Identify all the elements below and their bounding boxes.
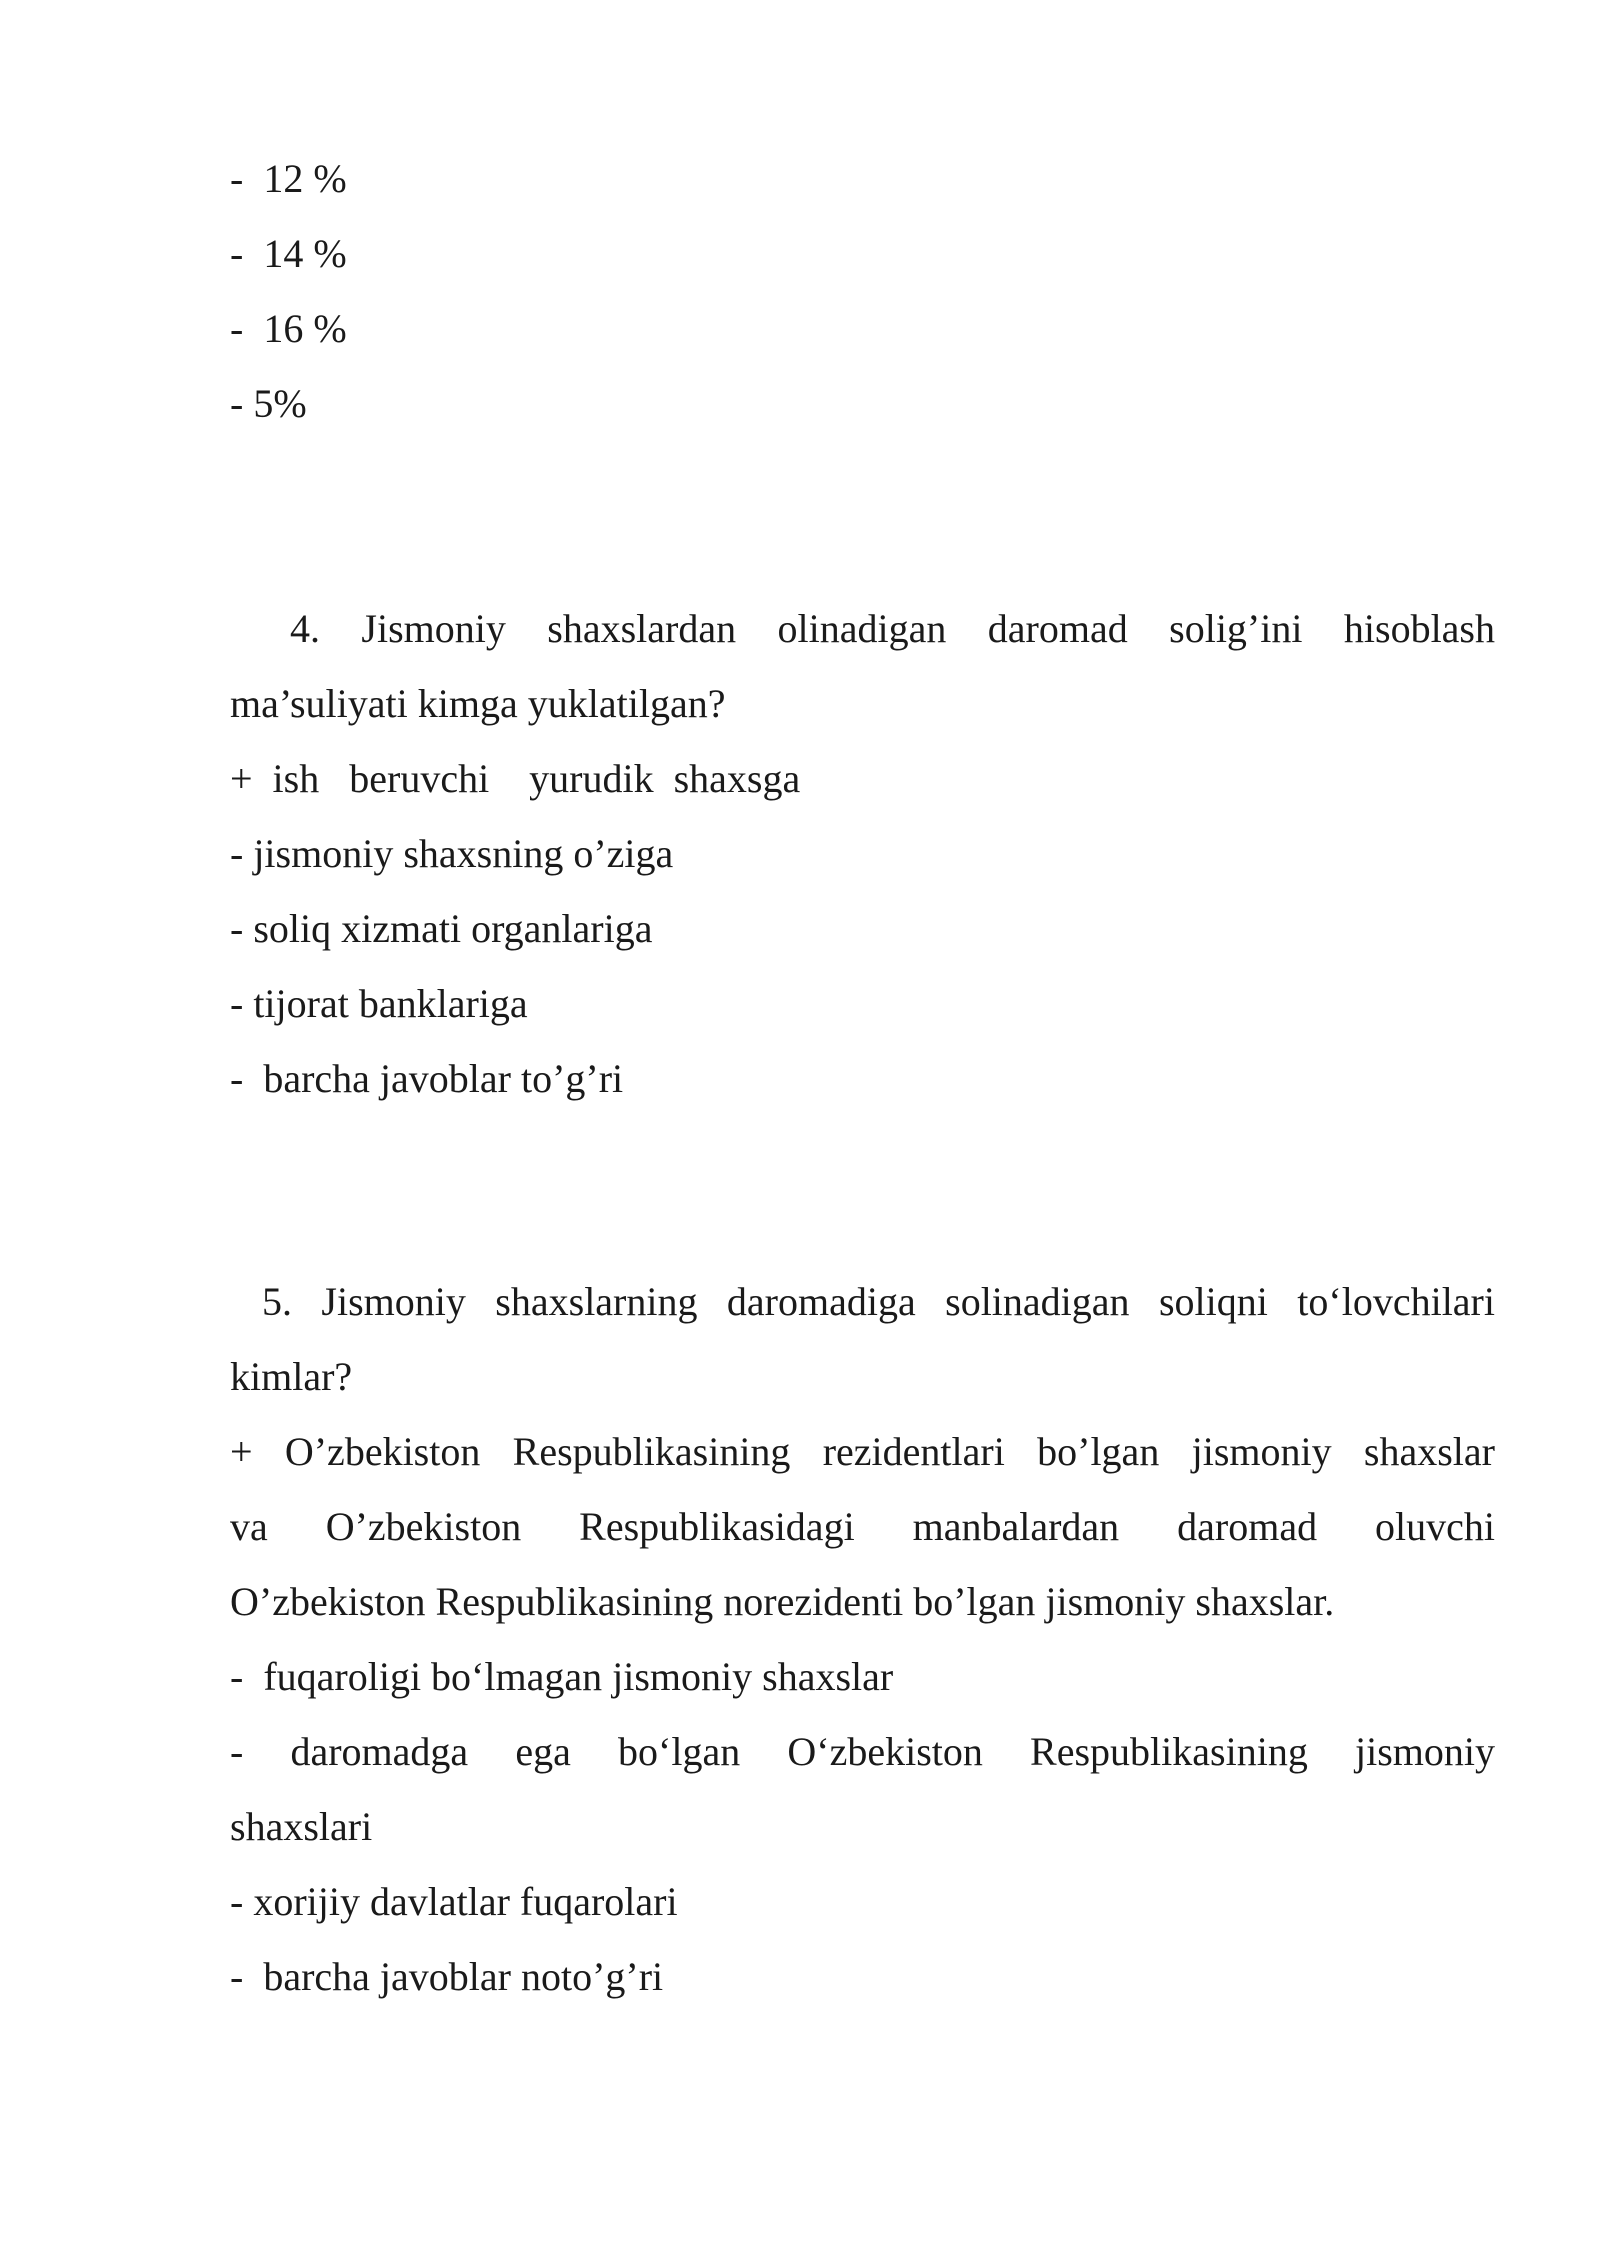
question-4-option: - tijorat banklariga (230, 981, 528, 1026)
question-5-correct-answer-line3: O’zbekiston Respublikasining norezidenti bo’lgan jismoniy shaxslar. (230, 1579, 1335, 1624)
question-5-option-line1: - daromadga ega bo‘lgan O‘zbekiston Respublikasining jismoniy (230, 1729, 1495, 1774)
question-5-option: - fuqaroligi bo‘lmagan jismoniy shaxslar (230, 1654, 894, 1699)
question-4-option: - jismoniy shaxsning o’ziga (230, 831, 674, 876)
question-5-correct-answer-line2: va O’zbekiston Respublikasidagi manbalardan daromad oluvchi (230, 1504, 1495, 1549)
question-5-text-line2: kimlar? (230, 1354, 353, 1399)
question-4-text-line2: ma’suliyati kimga yuklatilgan? (230, 681, 726, 726)
question-5-text-line1: 5. Jismoniy shaxslarning daromadiga solinadigan soliqni to‘lovchilari (262, 1279, 1495, 1324)
question-4-text-line1: 4. Jismoniy shaxslardan olinadigan daromad solig’ini hisoblash (290, 606, 1495, 651)
question-4-option: - barcha javoblar to’g’ri (230, 1056, 624, 1101)
option-5-percent: - 5% (230, 381, 307, 426)
question-4-correct-answer: + ish beruvchi yurudik shaxsga (230, 756, 801, 801)
question-5-correct-answer-line1: + O’zbekiston Respublikasining rezidentlari bo’lgan jismoniy shaxslar (230, 1429, 1495, 1474)
question-5-option-line2: shaxslari (230, 1804, 373, 1849)
option-12-percent: - 12 % (230, 156, 347, 201)
option-16-percent: - 16 % (230, 306, 347, 351)
option-14-percent: - 14 % (230, 231, 347, 276)
question-5-option: - barcha javoblar noto’g’ri (230, 1954, 664, 1999)
question-4-option: - soliq xizmati organlariga (230, 906, 653, 951)
question-5-option: - xorijiy davlatlar fuqarolari (230, 1879, 678, 1924)
